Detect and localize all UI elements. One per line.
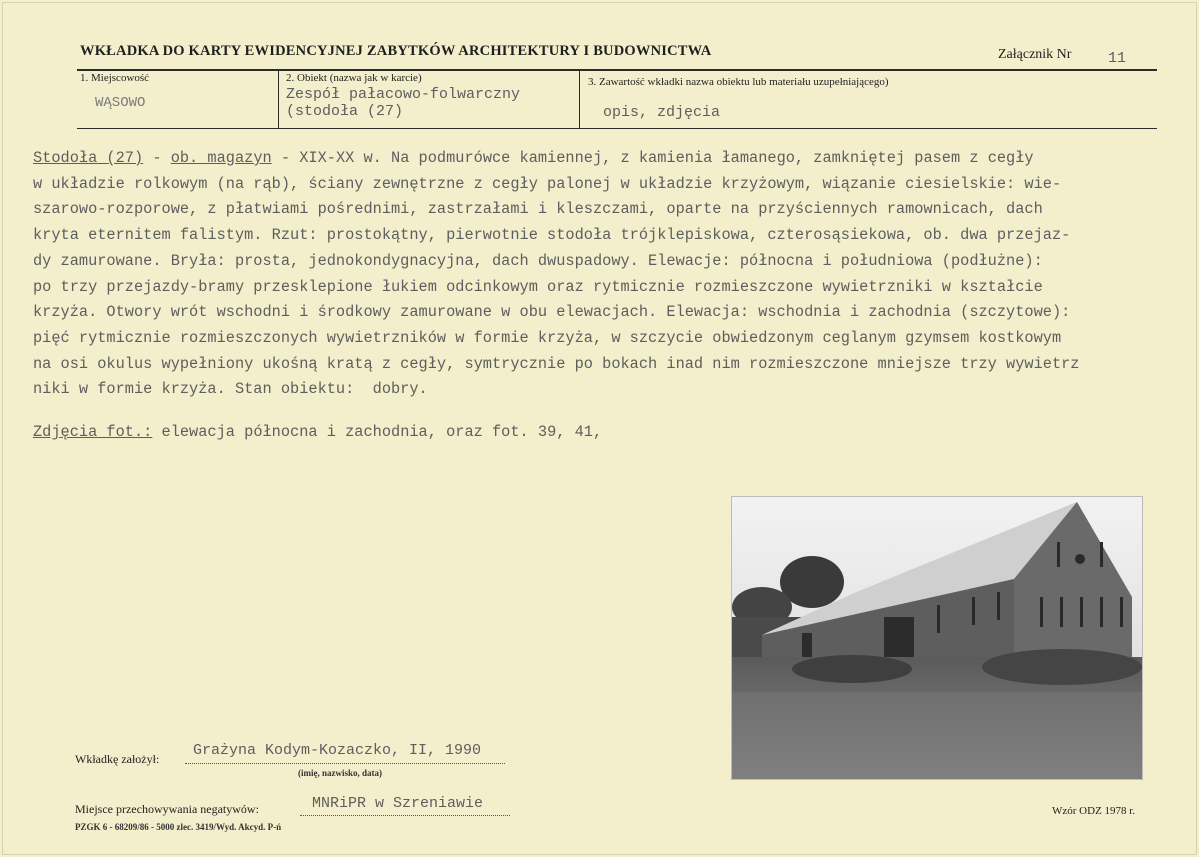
created-by-sublabel: (imię, nazwisko, data)	[298, 768, 382, 778]
desc-line: dy zamurowane. Bryła: prosta, jednokondygnacyjna, dach dwuspadowy. Elewacje: północna i południowa (podłużne):	[33, 251, 1043, 270]
desc-line: na osi okulus wypełniony ukośną kratą z cegły, symtrycznie po bokach inad nim rozmieszczone mniejsze trzy wywietrz	[33, 354, 1080, 373]
negatives-label: Miejsce przechowywania negatywów:	[75, 802, 259, 816]
form-title: WKŁADKA DO KARTY EWIDENCYJNEJ ZABYTKÓW ARCHITEKTURY I BUDOWNICTWA	[80, 43, 712, 59]
fields-bottom-rule	[77, 128, 1157, 129]
locality-label: 1. Miejscowość	[80, 72, 150, 84]
desc-line: niki w formie krzyża. Stan obiektu: dobry.	[33, 380, 428, 399]
desc-line: pięć rytmicznie rozmieszczonych wywietrzników w formie krzyża, w szczycie obwiedzonym ceglanym gzymsem kostkowym	[33, 328, 1062, 347]
negatives-line	[300, 815, 510, 816]
field-divider-1	[278, 70, 279, 128]
photos-label: Zdjęcia fot.:	[33, 423, 153, 441]
desc-line: kryta eternitem falistym. Rzut: prostokątny, pierwotnie stodoła trójklepiskowa, czterosąsiekowa, ob. dwa przejaz-	[33, 226, 1071, 245]
field-divider-2	[579, 70, 580, 128]
photos-text: elewacja północna i zachodnia, oraz fot. 39, 41,	[152, 423, 603, 441]
desc-line: w układzie rolkowym (na rąb), ściany zewnętrzne z cegły palonej w układzie krzyżowym, wiązanie ciesielskie: wie-	[33, 174, 1062, 193]
description-text	[33, 146, 1173, 403]
object-value-line2: (stodoła (27)	[286, 103, 404, 120]
barn-photo-illustration	[732, 497, 1142, 779]
print-info: PZGK 6 - 68209/86 - 5000 zlec. 3419/Wyd. Akcyd. P-ń	[75, 822, 282, 832]
annex-label: Załącznik Nr	[998, 47, 1072, 62]
created-by-line	[185, 763, 505, 764]
desc-lead-use: ob. magazyn	[170, 149, 272, 167]
desc-line: szarowo-rozporowe, z płatwiami pośrednimi, zastrzałami i kleszczami, oparte na przyściennych ramownicach, dach	[33, 200, 1043, 219]
created-by-label: Wkładkę założył:	[75, 752, 160, 766]
contents-value: opis, zdjęcia	[603, 104, 721, 121]
object-label: 2. Obiekt (nazwa jak w karcie)	[286, 72, 422, 84]
desc-lead-sep: -	[143, 149, 171, 167]
barn-photo	[731, 496, 1143, 780]
annex-number: 11	[1108, 50, 1127, 67]
desc-line1-rest: - XIX-XX w. Na podmurówce kamiennej, z kamienia łamanego, zamkniętej pasem z cegły	[271, 149, 1034, 167]
header-rule	[77, 69, 1157, 71]
desc-lead-object: Stodoła (27)	[33, 149, 144, 167]
desc-line: po trzy przejazdy-bramy przesklepione łukiem odcinkowym oraz rytmicznie rozmieszczone wywietrzniki w kształcie	[33, 277, 1043, 296]
desc-line: krzyża. Otwory wrót wschodni i środkowy zamurowane w obu elewacjach. Elewacja: wschodnia i zachodnia (szczytowe):	[33, 303, 1071, 322]
photos-line	[33, 423, 602, 441]
contents-label: 3. Zawartość wkładki nazwa obiektu lub materiału uzupełniającego)	[588, 76, 889, 88]
locality-value: WĄSOWO	[95, 95, 146, 111]
object-value-line1: Zespół pałacowo-folwarczny	[286, 86, 521, 103]
created-by-value: Grażyna Kodym-Kozaczko, II, 1990	[193, 742, 482, 759]
negatives-value: MNRiPR w Szreniawie	[312, 795, 484, 812]
form-version: Wzór ODZ 1978 r.	[1052, 805, 1136, 817]
